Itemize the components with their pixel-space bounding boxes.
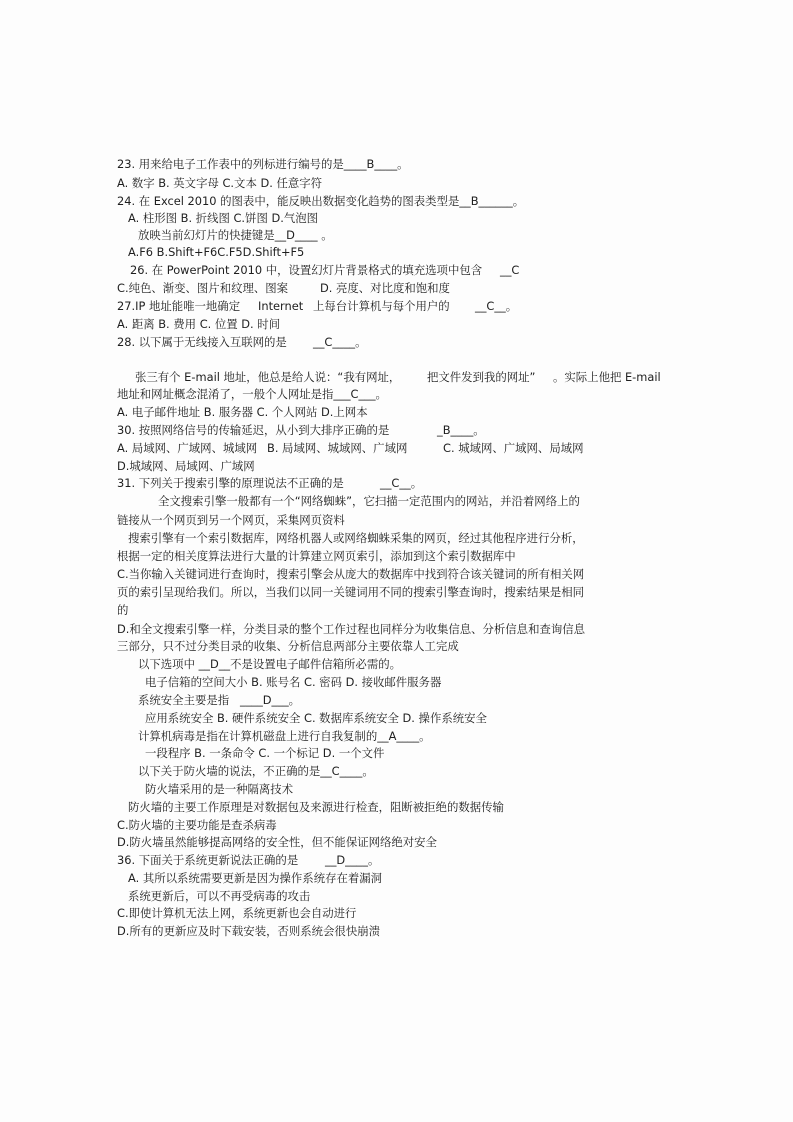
q30-stem: 30. 按照网络信号的传输延迟，从小到大排序正确的是 — [117, 423, 390, 437]
q26-option-d: D. 亮度、对比度和饱和度 — [320, 281, 450, 295]
q26-option-c: C.纯色、渐变、图片和纹理、图案 — [117, 281, 289, 295]
q25-options: A.F6 B.Shift+F6C.F5D.Shift+F5 — [128, 245, 305, 259]
q31-option-a: 全文搜索引擎一般都有一个“网络蜘蛛”，它扫描一定范围内的网站，并沿着网络上的 — [158, 494, 580, 508]
q25-stem: 放映当前幻灯片的快捷键是__D____ 。 — [138, 228, 333, 242]
q31-answer: __C__。 — [380, 476, 423, 490]
q29-stem-part3: 。实际上他把 E-mail — [553, 370, 661, 384]
q31-option-a-cont: 链接从一个网页到另一个网页，采集网页资料 — [117, 513, 345, 527]
q24-options: A. 柱形图 B. 折线图 C.饼图 D.气泡图 — [128, 211, 319, 225]
q34-stem: 计算机病毒是指在计算机磁盘上进行自我复制的__A____。 — [138, 729, 431, 743]
q28-answer: __C____。 — [313, 335, 367, 349]
q31-option-d: D.和全文搜索引擎一样，分类目录的整个工作过程也同样分为收集信息、分析信息和查询信息 — [117, 622, 586, 636]
q31-option-c-cont2: 的 — [117, 603, 129, 617]
q36-option-c: C.即使计算机无法上网，系统更新也会自动进行 — [117, 906, 357, 920]
q26-stem: 26. 在 PowerPoint 2010 中，设置幻灯片背景格式的填充选项中包含 — [130, 263, 483, 277]
q31-stem: 31. 下列关于搜索引擎的原理说法不正确的是 — [117, 476, 344, 490]
q30-option-b: B. 局域网、城域网、广域网 — [267, 441, 408, 455]
q36-option-a: A. 其所以系统需要更新是因为操作系统存在着漏洞 — [128, 871, 383, 885]
q36-stem: 36. 下面关于系统更新说法正确的是 — [117, 853, 299, 867]
q36-option-b: 系统更新后，可以不再受病毒的攻击 — [128, 889, 311, 903]
q33-options: 应用系统安全 B. 硬件系统安全 C. 数据库系统安全 D. 操作系统安全 — [145, 711, 487, 725]
q27-answer: __C__。 — [475, 299, 518, 313]
q31-option-d-cont: 三部分，只不过分类目录的收集、分析信息两部分主要依靠人工完成 — [117, 639, 459, 653]
q31-option-c-cont: 页的索引呈现给我们。所以，当我们以同一关键词用不同的搜索引擎查询时，搜索结果是相同 — [117, 585, 585, 599]
q33-answer: ____D___。 — [240, 693, 301, 707]
q35-option-d: D.防火墙虽然能够提高网络的安全性，但不能保证网络绝对安全 — [117, 835, 437, 849]
q31-option-b-cont: 根据一定的相关度算法进行大量的计算建立网页索引，添加到这个索引数据库中 — [117, 549, 516, 563]
q30-answer: _B____。 — [437, 423, 485, 437]
q23-stem: 23. 用来给电子工作表中的列标进行编号的是____B____。 — [117, 157, 409, 171]
q27-stem-part1: 27.IP 地址能唯一地确定 — [117, 299, 241, 313]
q30-option-c: C. 城域网、广域网、局域网 — [443, 441, 584, 455]
q32-options: 电子信箱的空间大小 B. 账号名 C. 密码 D. 接收邮件服务器 — [145, 675, 442, 689]
q32-stem: 以下选项中 __D__不是设置电子邮件信箱所必需的。 — [138, 657, 401, 671]
q30-option-d: D.城域网、局域网、广域网 — [117, 459, 255, 473]
q31-option-b: 搜索引擎有一个索引数据库，网络机器人或网络蜘蛛采集的网页，经过其他程序进行分析， — [128, 531, 584, 545]
q34-options: 一段程序 B. 一条命令 C. 一个标记 D. 一个文件 — [145, 746, 385, 760]
q27-stem-part2: Internet — [258, 299, 304, 313]
q31-option-c: C.当你输入关键词进行查询时，搜索引擎会从庞大的数据库中找到符合该关键词的所有相关网 — [117, 567, 585, 581]
q36-answer: __D____。 — [325, 853, 380, 867]
q23-options: A. 数字 B. 英文字母 C.文本 D. 任意字符 — [117, 176, 323, 190]
q35-option-a: 防火墙采用的是一种隔离技术 — [145, 782, 294, 796]
q29-stem-cont: 地址和网址概念混淆了，一般个人网址是指___C___。 — [117, 387, 387, 401]
q27-options: A. 距离 B. 费用 C. 位置 D. 时间 — [117, 317, 281, 331]
q28-stem: 28. 以下属于无线接入互联网的是 — [117, 335, 287, 349]
q24-stem: 24. 在 Excel 2010 的图表中，能反映出数据变化趋势的图表类型是__B______。 — [117, 194, 525, 208]
q35-stem: 以下关于防火墙的说法，不正确的是__C____。 — [138, 764, 374, 778]
q35-option-c: C.防火墙的主要功能是查杀病毒 — [117, 818, 277, 832]
q33-stem: 系统安全主要是指 — [138, 693, 230, 707]
q36-option-d: D.所有的更新应及时下载安装，否则系统会很快崩溃 — [117, 924, 380, 938]
q26-answer: __C — [500, 263, 520, 277]
q35-option-b: 防火墙的主要工作原理是对数据包及来源进行检查，阻断被拒绝的数据传输 — [128, 800, 504, 814]
q30-option-a: A. 局域网、广域网、城域网 — [117, 441, 258, 455]
q27-stem-part3: 上每台计算机与每个用户的 — [313, 299, 450, 313]
q29-stem-part2: 把文件发到我的网址” — [427, 370, 536, 384]
q29-options: A. 电子邮件地址 B. 服务器 C. 个人网站 D.上网本 — [117, 405, 368, 419]
q29-stem-part1: 张三有个 E-mail 地址，他总是给人说：“我有网址， — [135, 370, 401, 384]
